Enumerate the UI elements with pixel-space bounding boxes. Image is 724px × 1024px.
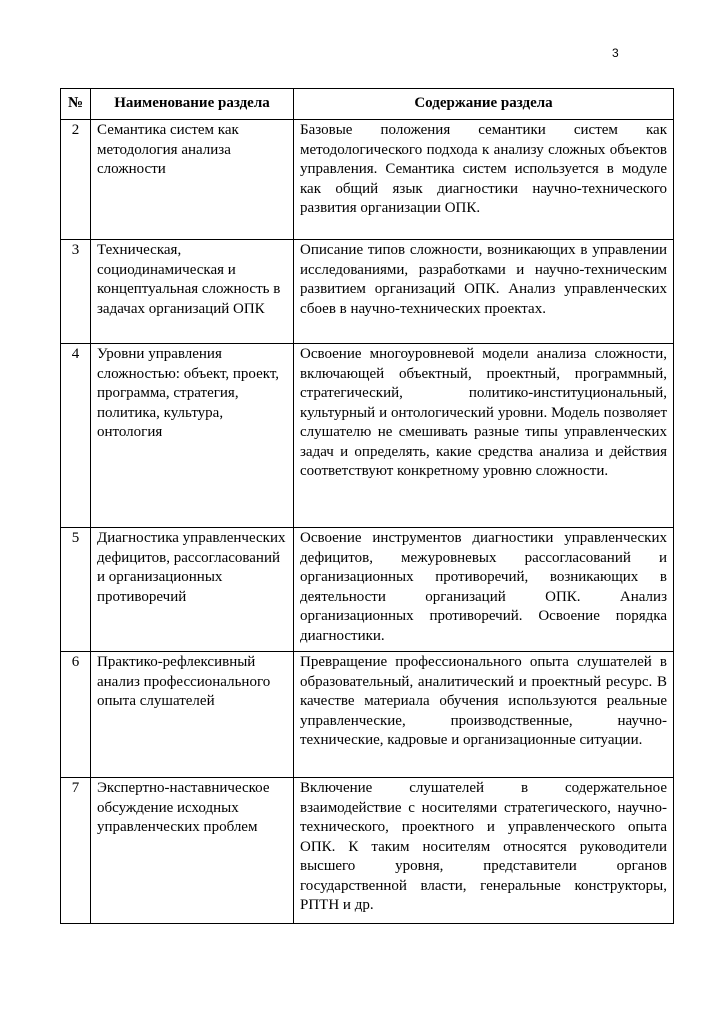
row-number: 2 <box>61 120 91 240</box>
table-row <box>61 344 674 528</box>
table-row <box>61 652 674 778</box>
page-number: 3 <box>612 46 619 60</box>
row-section-name: Диагностика управленческих дефицитов, рассогласований и организационных противоречий <box>91 528 294 652</box>
curriculum-table <box>60 88 674 924</box>
row-number: 5 <box>61 528 91 652</box>
row-section-name: Уровни управления сложностью: объект, проект, программа, стратегия, политика, культура, онтология <box>91 344 294 528</box>
row-section-content: Освоение многоуровневой модели анализа сложности, включающей объектный, проектный, программный, стратегический, политико-институциональный, культурный и онтологический уровни. Модель позволяет слушателю не смешивать разные типы управленческих задач и определять, какие средства анализа и действия соответствуют конкретному уровню сложности. <box>294 344 674 528</box>
row-section-name: Практико-рефлексивный анализ профессионального опыта слушателей <box>91 652 294 778</box>
row-section-content: Включение слушателей в содержательное взаимодействие с носителями стратегического, научно-технического, проектного и управленческого опыта ОПК. К таким носителям относятся руководители высшего уровня, представители органов государственной власти, генеральные конструкторы, РПТН и др. <box>294 778 674 924</box>
row-section-name: Экспертно-наставническое обсуждение исходных управленческих проблем <box>91 778 294 924</box>
row-section-content: Базовые положения семантики систем как методологического подхода к анализу сложных объектов управления. Семантика систем используется в модуле как общий язык диагностики научно-технического развития организации ОПК. <box>294 120 674 240</box>
row-number: 7 <box>61 778 91 924</box>
row-section-content: Освоение инструментов диагностики управленческих дефицитов, межуровневых рассогласований и организационных противоречий, возникающих в деятельности организаций ОПК. Анализ организационных противоречий. Освоение порядка диагностики. <box>294 528 674 652</box>
table-row <box>61 120 674 240</box>
row-section-name: Техническая, социодинамическая и концептуальная сложность в задачах организаций ОПК <box>91 240 294 344</box>
header-section-name: Наименование раздела <box>91 89 294 120</box>
header-section-content: Содержание раздела <box>294 89 674 120</box>
header-number: № <box>61 89 91 120</box>
table-row <box>61 528 674 652</box>
table-row <box>61 778 674 924</box>
row-section-content: Превращение профессионального опыта слушателей в образовательный, аналитический и проектный ресурс. В качестве материала обучения используются реальные управленческие, производственные, научно-технические, кадровые и организационные ситуации. <box>294 652 674 778</box>
table-row <box>61 240 674 344</box>
row-number: 4 <box>61 344 91 528</box>
table-header-row <box>61 89 674 120</box>
row-number: 3 <box>61 240 91 344</box>
row-section-content: Описание типов сложности, возникающих в управлении исследованиями, разработками и научно-техническим развитием организаций ОПК. Анализ управленческих сбоев в научно-технических проектах. <box>294 240 674 344</box>
row-section-name: Семантика систем как методология анализа сложности <box>91 120 294 240</box>
row-number: 6 <box>61 652 91 778</box>
